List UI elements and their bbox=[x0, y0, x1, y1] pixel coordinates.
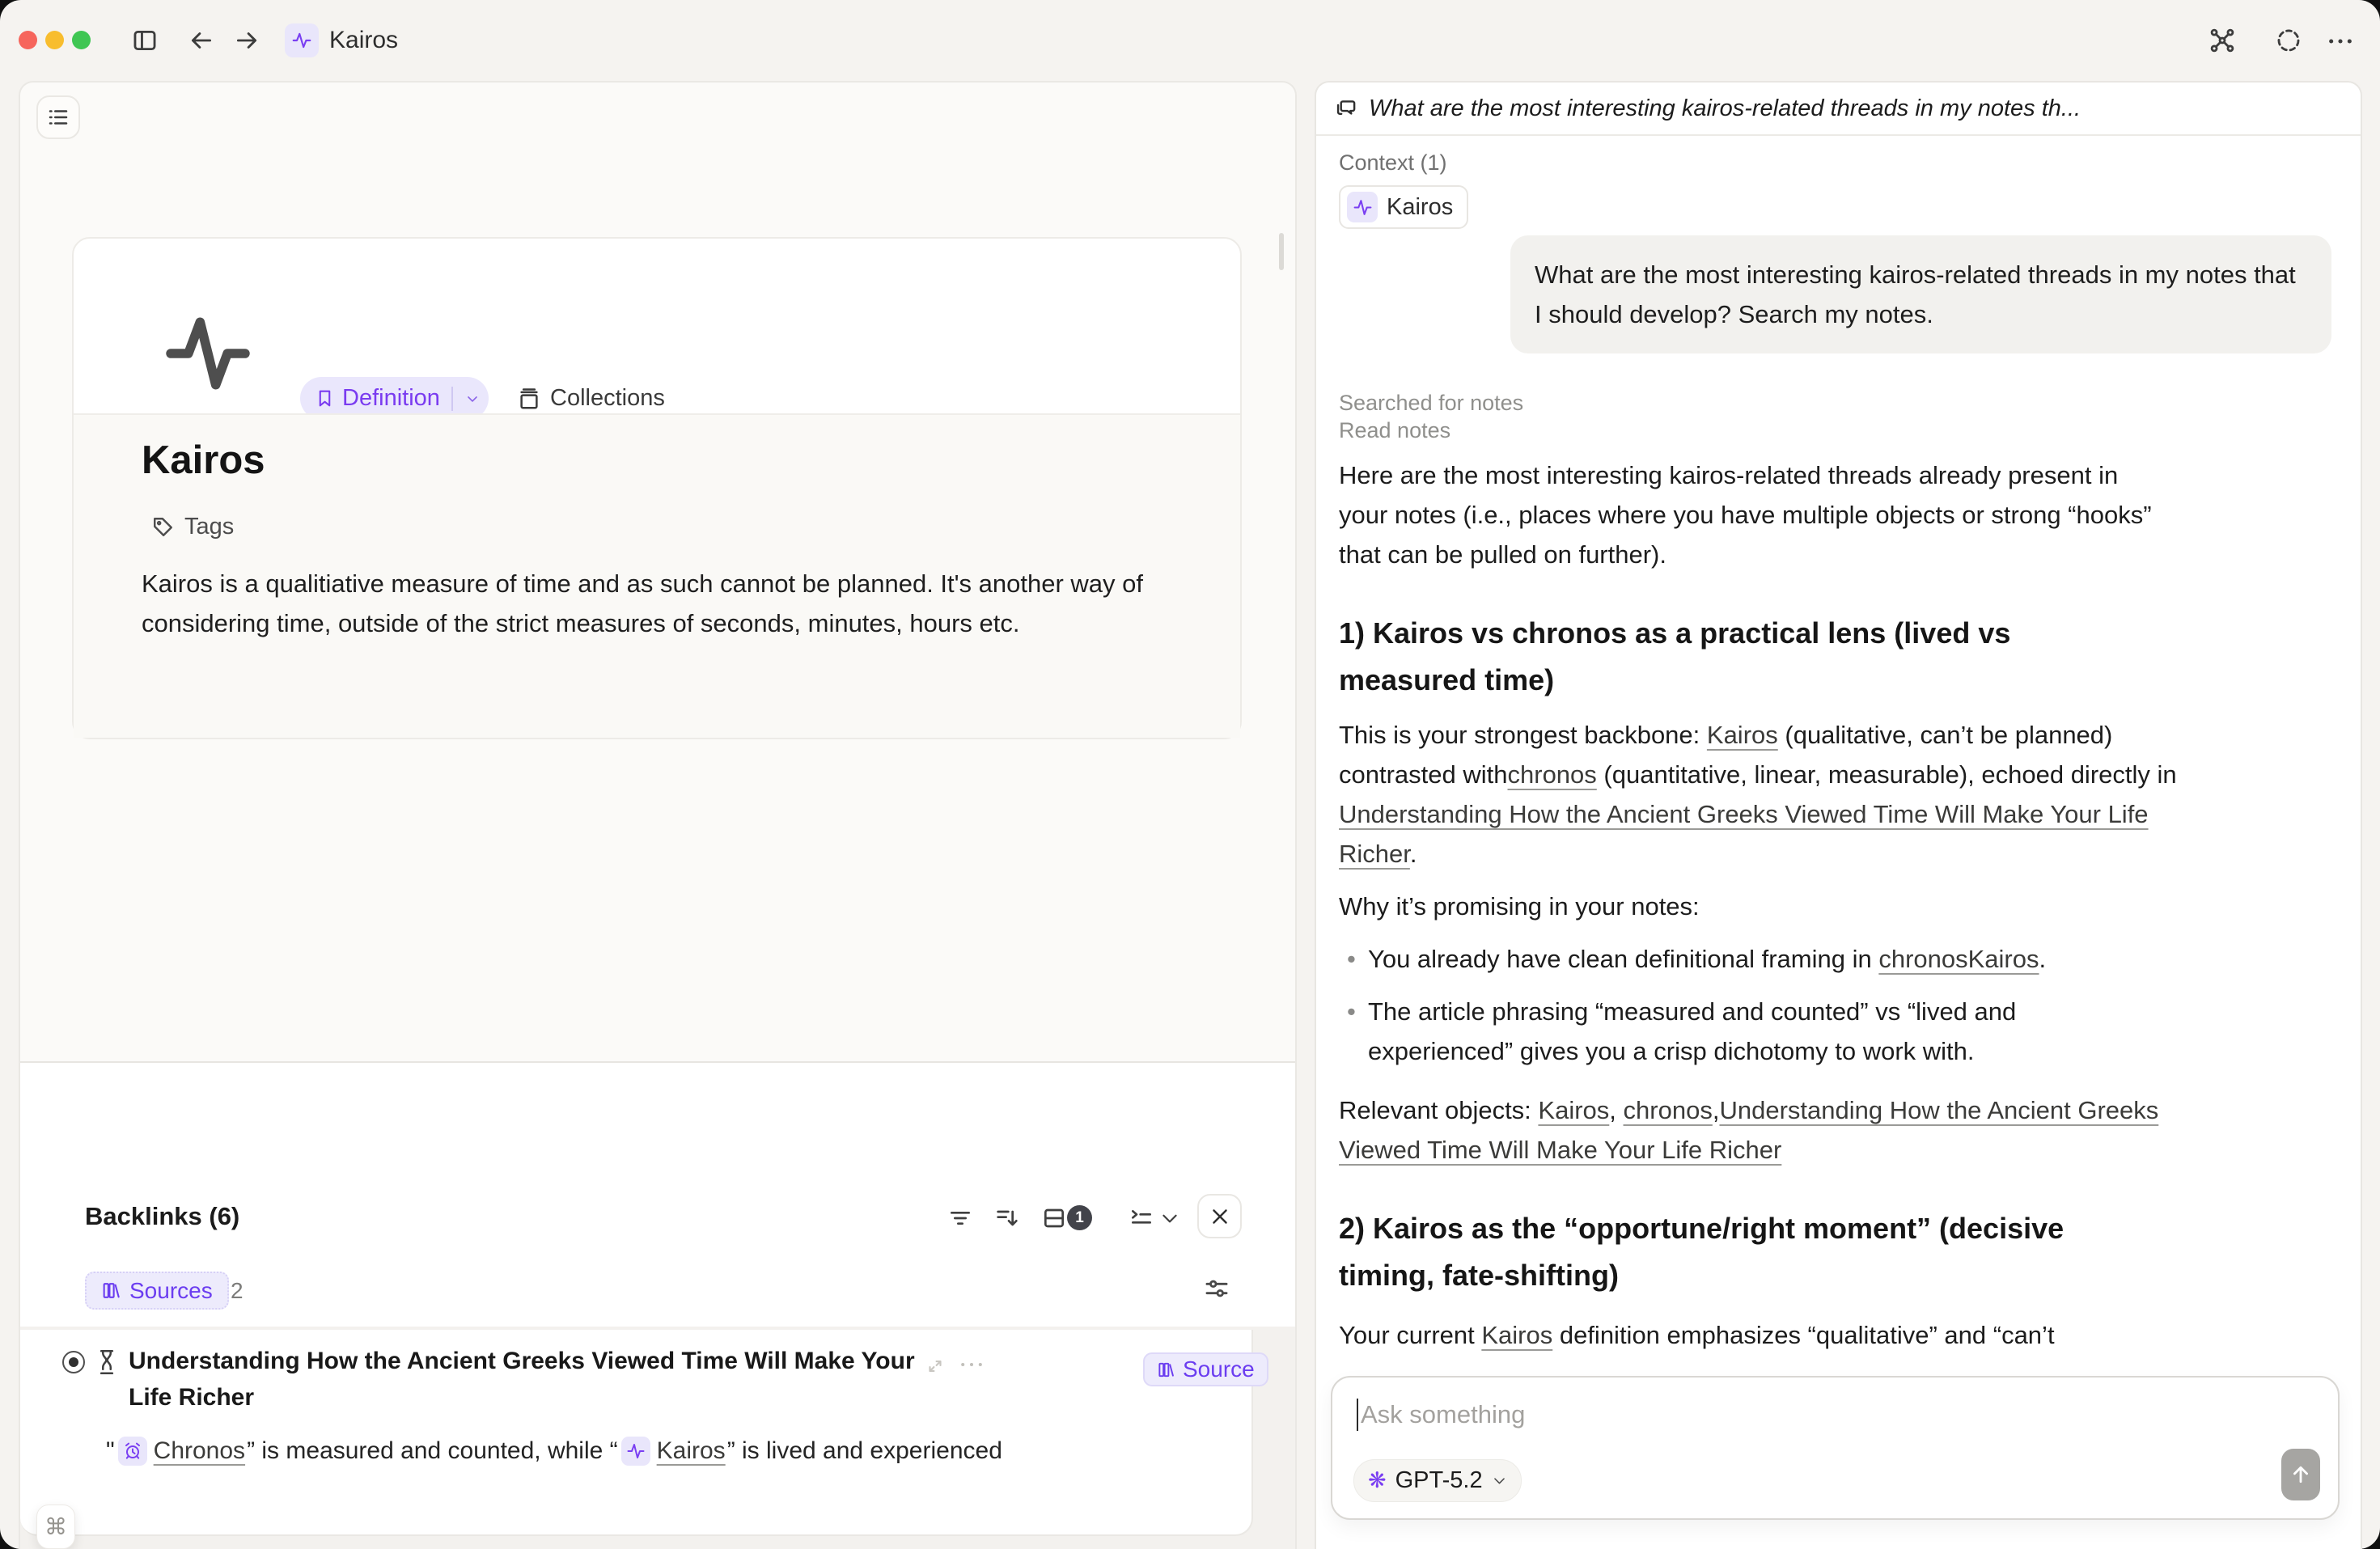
context-label: Context (1) bbox=[1339, 150, 1447, 175]
pulse-icon bbox=[621, 1437, 650, 1466]
inline-link[interactable]: Kairos bbox=[1538, 1096, 1610, 1124]
sources-filter-pill[interactable] bbox=[85, 1272, 229, 1310]
backlink-item bbox=[20, 1330, 1253, 1536]
row-more-icon[interactable] bbox=[957, 1354, 986, 1375]
outline-list-icon[interactable] bbox=[36, 95, 80, 139]
inline-link[interactable]: chronos bbox=[1507, 760, 1597, 789]
chevron-down-icon[interactable] bbox=[1159, 1205, 1180, 1231]
openai-logo-icon: ❋ bbox=[1368, 1468, 1387, 1492]
tags-label: Tags bbox=[184, 514, 235, 540]
user-message: What are the most interesting kairos-related threads in my notes that I should develop? Search my notes. bbox=[1510, 235, 2331, 353]
inline-link[interactable]: chronosKairos bbox=[1878, 945, 2039, 973]
assistant-intro: Here are the most interesting kairos-related threads already present in your notes (i.e., places where you have multiple objects or strong “hooks” that can be pulled on further). bbox=[1339, 461, 2152, 569]
close-backlinks-icon[interactable] bbox=[1197, 1194, 1242, 1238]
sources-count: 2 bbox=[231, 1278, 244, 1303]
hourglass-icon bbox=[95, 1348, 119, 1377]
layout-rows-icon[interactable] bbox=[1041, 1205, 1067, 1231]
chat-input-placeholder[interactable]: Ask something bbox=[1357, 1399, 1525, 1431]
filter-icon[interactable] bbox=[947, 1205, 973, 1231]
text-cursor bbox=[1357, 1399, 1358, 1431]
inline-link[interactable]: Kairos bbox=[656, 1437, 726, 1464]
tab-title: Kairos bbox=[329, 27, 399, 53]
graph-view-icon[interactable] bbox=[2208, 27, 2236, 54]
bullet-item: • The article phrasing “measured and counted” vs “lived and experienced” gives you a crisp dichotomy to work with. bbox=[1339, 992, 2156, 1071]
more-menu-icon[interactable] bbox=[2327, 32, 2354, 50]
relevant-objects: Relevant objects: Kairos, chronos,Understanding How the Ancient Greeks Viewed Time Will Make Your Life Richer bbox=[1339, 1096, 2159, 1164]
backlinks-section bbox=[20, 1061, 1295, 1549]
backlink-quote[interactable]: " Chronos ” is measured and counted, while “ Kairos ” is lived and experienced bbox=[106, 1437, 1002, 1464]
tool-step[interactable]: Read notes bbox=[1339, 418, 1451, 442]
page-title: Kairos bbox=[142, 438, 265, 482]
titlebar bbox=[0, 0, 2380, 81]
collections-box-icon bbox=[517, 387, 541, 411]
context-chip-kairos[interactable] bbox=[1339, 185, 1468, 229]
model-name: GPT-5.2 bbox=[1395, 1467, 1483, 1493]
inline-link[interactable]: Kairos bbox=[1706, 721, 1778, 749]
section2-heading: 2) Kairos as the “opportune/right moment” (decisive timing, fate-shifting) bbox=[1339, 1212, 2065, 1292]
bullet-item: • You already have clean definitional framing in chronosKairos. bbox=[1339, 939, 2156, 979]
pulse-icon bbox=[285, 23, 319, 57]
inline-link[interactable]: Chronos bbox=[153, 1437, 246, 1464]
books-icon bbox=[1157, 1361, 1175, 1379]
send-button[interactable] bbox=[2281, 1449, 2320, 1500]
tags-property[interactable] bbox=[151, 514, 234, 540]
collections-label: Collections bbox=[550, 385, 665, 411]
tag-icon bbox=[151, 515, 175, 539]
zoom-window-button[interactable] bbox=[72, 31, 91, 49]
document-area bbox=[20, 83, 1295, 1061]
note-card bbox=[72, 237, 1242, 739]
back-button[interactable] bbox=[188, 27, 215, 54]
chevron-down-icon[interactable] bbox=[464, 391, 481, 407]
tool-step[interactable]: Searched for notes bbox=[1339, 391, 1524, 415]
inline-link[interactable]: Understanding How the Ancient Greeks Viewed Time Will Make Your Life Richer bbox=[1339, 1096, 2159, 1164]
group-list-icon[interactable] bbox=[1129, 1205, 1154, 1231]
minimize-window-button[interactable] bbox=[45, 31, 64, 49]
ai-chat-panel bbox=[1315, 81, 2362, 1549]
section1-paragraph: This is your strongest backbone: Kairos (qualitative, can’t be planned) contrasted withchronos (quantitative, linear, measurable), echoed directly in Understanding How the Ancient Greeks Viewed Time Will Make Your Life Richer. bbox=[1339, 721, 2177, 868]
source-badge-label: Source bbox=[1183, 1356, 1255, 1382]
note-body-text[interactable]: Kairos is a qualitiative measure of time and as such cannot be planned. It's another way of considering time, outside of the strict measures of seconds, minutes, hours etc. bbox=[142, 569, 1144, 637]
chat-title: What are the most interesting kairos-related threads in my notes th... bbox=[1369, 95, 2081, 121]
inline-link[interactable]: chronos bbox=[1623, 1096, 1713, 1124]
layout-count-badge: 1 bbox=[1067, 1205, 1092, 1230]
inline-link[interactable]: Kairos bbox=[1481, 1321, 1553, 1349]
source-type-badge[interactable] bbox=[1143, 1352, 1268, 1386]
backlink-title[interactable]: Understanding How the Ancient Greeks Viewed Time Will Make Your Life Richer bbox=[129, 1348, 915, 1411]
chat-messages bbox=[1316, 138, 2361, 1378]
sidebar-toggle-icon[interactable] bbox=[131, 27, 159, 54]
section2-paragraph: Your current Kairos definition emphasizes “qualitative” and “can’t bbox=[1339, 1321, 2055, 1349]
forward-button[interactable] bbox=[233, 27, 260, 54]
sources-filter-label: Sources bbox=[129, 1277, 213, 1303]
note-content bbox=[74, 415, 1240, 738]
chat-header[interactable] bbox=[1316, 83, 2361, 136]
document-panel bbox=[19, 81, 1297, 1549]
bookmark-icon bbox=[315, 388, 335, 408]
model-selector[interactable] bbox=[1353, 1459, 1522, 1502]
section1-why: Why it’s promising in your notes: bbox=[1339, 892, 1700, 921]
filter-settings-icon[interactable] bbox=[1203, 1275, 1230, 1302]
pulse-icon bbox=[1347, 192, 1378, 222]
chevron-down-icon bbox=[1492, 1473, 1507, 1488]
arrow-up-icon bbox=[2289, 1463, 2312, 1486]
section1-heading: 1) Kairos vs chronos as a practical lens (lived vs measured time) bbox=[1339, 616, 2011, 696]
context-chip-label: Kairos bbox=[1387, 193, 1454, 220]
backlink-radio[interactable] bbox=[62, 1351, 85, 1373]
tab-kairos[interactable] bbox=[285, 23, 398, 57]
note-type-pulse-icon bbox=[161, 307, 255, 400]
chat-bubbles-icon bbox=[1334, 97, 1357, 121]
tool-steps bbox=[1339, 389, 2331, 444]
books-icon bbox=[101, 1280, 121, 1301]
object-type-label: Definition bbox=[342, 385, 440, 411]
badge-divider bbox=[451, 387, 453, 411]
close-window-button[interactable] bbox=[19, 31, 37, 49]
chat-input-box[interactable] bbox=[1331, 1376, 2340, 1520]
scrollbar-thumb[interactable] bbox=[1279, 233, 1284, 270]
sort-icon[interactable] bbox=[994, 1205, 1020, 1231]
command-shortcut-button[interactable]: ⌘ bbox=[36, 1505, 75, 1549]
backlinks-heading: Backlinks (6) bbox=[85, 1202, 240, 1230]
section1-bullets bbox=[1339, 939, 2156, 1071]
expand-icon[interactable] bbox=[925, 1356, 946, 1377]
alarm-clock-icon bbox=[118, 1437, 147, 1466]
sync-status-icon[interactable] bbox=[2275, 27, 2302, 54]
inline-link[interactable]: Understanding How the Ancient Greeks Viewed Time Will Make Your Life Richer bbox=[1339, 800, 2149, 868]
